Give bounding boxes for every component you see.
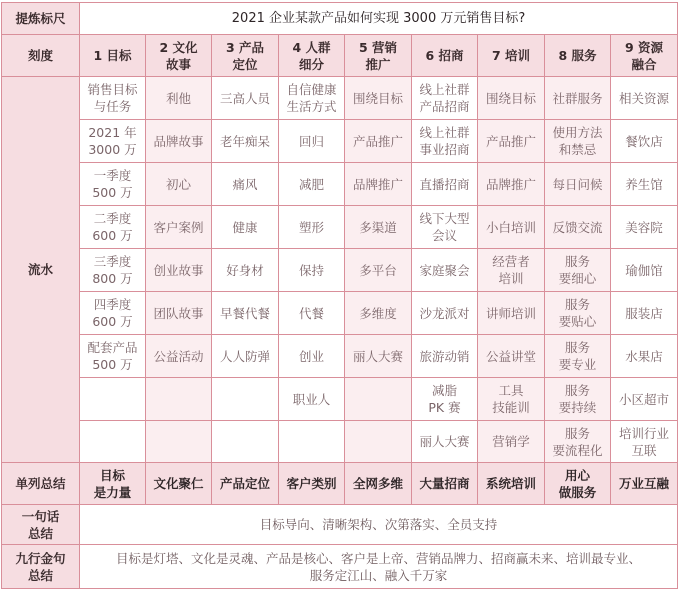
column-header: 3 产品 定位 [212,35,279,77]
flow-cell: 三高人员 [212,77,279,120]
flow-cell: 公益活动 [146,335,212,378]
table-title: 2021 企业某款产品如何实现 3000 万元销售目标? [80,3,678,35]
flow-cell: 线上社群 产品招商 [412,77,478,120]
flow-cell: 回归 [279,120,345,163]
flow-cell: 小白培训 [478,206,545,249]
flow-cell: 人人防弹 [212,335,279,378]
flow-cell: 小区超市 [611,378,678,421]
flow-cell: 工具 技能训 [478,378,545,421]
column-header: 5 营销 推广 [345,35,412,77]
row-label-column-summary: 单列总结 [2,463,80,505]
flow-cell: 创业故事 [146,249,212,292]
flow-cell: 反馈交流 [545,206,611,249]
flow-cell: 丽人大赛 [345,335,412,378]
one-line-summary-text: 目标导向、清晰架构、次第落实、全员支持 [80,505,678,545]
flow-cell: 产品推广 [345,120,412,163]
nine-line-summary-row [2,545,678,589]
flow-cell: 旅游动销 [412,335,478,378]
flow-cell [345,421,412,463]
flow-cell [279,421,345,463]
column-summary-cell: 全网多维 [345,463,412,505]
flow-cell: 好身材 [212,249,279,292]
flow-cell: 服装店 [611,292,678,335]
flow-cell: 围绕目标 [345,77,412,120]
flow-cell: 瑜伽馆 [611,249,678,292]
flow-cell: 产品推广 [478,120,545,163]
column-header: 9 资源 融合 [611,35,678,77]
row-label-nine-line-summary: 九行金句 总结 [2,545,80,589]
column-summary-cell: 大量招商 [412,463,478,505]
flow-cell: 经营者 培训 [478,249,545,292]
flow-cell: 品牌推广 [478,163,545,206]
row-label-scale: 刻度 [2,35,80,77]
flow-cell: 多维度 [345,292,412,335]
column-header: 4 人群 细分 [279,35,345,77]
column-header: 2 文化 故事 [146,35,212,77]
nine-line-summary-text: 目标是灯塔、文化是灵魂、产品是核心、客户是上帝、营销品牌力、招商赢未来、培训最专业、 服务定江山、融入千万家 [80,545,678,589]
flow-cell: 养生馆 [611,163,678,206]
flow-cell: 四季度 600 万 [80,292,146,335]
flow-cell: 服务 要专业 [545,335,611,378]
flow-cell: 职业人 [279,378,345,421]
flow-cell: 家庭聚会 [412,249,478,292]
flow-cell: 使用方法 和禁忌 [545,120,611,163]
flow-row [2,378,678,421]
sales-target-table [1,2,678,589]
flow-cell: 痛风 [212,163,279,206]
flow-cell [80,378,146,421]
flow-cell: 美容院 [611,206,678,249]
flow-cell [212,378,279,421]
column-summary-cell: 用心 做服务 [545,463,611,505]
column-summary-cell: 目标 是力量 [80,463,146,505]
flow-cell [146,421,212,463]
flow-cell: 服务 要细心 [545,249,611,292]
flow-cell: 利他 [146,77,212,120]
column-summary-cell: 系统培训 [478,463,545,505]
flow-cell: 保持 [279,249,345,292]
column-header: 6 招商 [412,35,478,77]
flow-cell: 代餐 [279,292,345,335]
flow-cell: 丽人大赛 [412,421,478,463]
column-summary-cell: 文化聚仁 [146,463,212,505]
flow-cell: 老年痴呆 [212,120,279,163]
scale-row [2,35,678,77]
flow-cell: 三季度 800 万 [80,249,146,292]
flow-cell: 讲师培训 [478,292,545,335]
flow-row [2,249,678,292]
column-header: 7 培训 [478,35,545,77]
flow-cell: 公益讲堂 [478,335,545,378]
flow-cell [146,378,212,421]
column-header: 1 目标 [80,35,146,77]
flow-row [2,77,678,120]
flow-cell: 围绕目标 [478,77,545,120]
column-summary-row [2,463,678,505]
flow-cell: 健康 [212,206,279,249]
column-summary-cell: 万业互融 [611,463,678,505]
flow-cell: 品牌推广 [345,163,412,206]
flow-cell: 初心 [146,163,212,206]
flow-cell: 团队故事 [146,292,212,335]
flow-row [2,120,678,163]
flow-cell: 线下大型 会议 [412,206,478,249]
flow-cell: 二季度 600 万 [80,206,146,249]
flow-cell [212,421,279,463]
flow-cell: 一季度 500 万 [80,163,146,206]
flow-row [2,292,678,335]
flow-cell: 培训行业 互联 [611,421,678,463]
flow-cell: 减脂 PK 赛 [412,378,478,421]
flow-cell: 塑形 [279,206,345,249]
one-line-summary-row [2,505,678,545]
summary-table-container [1,2,678,608]
flow-cell: 2021 年 3000 万 [80,120,146,163]
flow-cell: 多渠道 [345,206,412,249]
flow-section [2,77,678,463]
flow-cell: 水果店 [611,335,678,378]
flow-row [2,163,678,206]
title-row [2,3,678,35]
flow-cell: 每日问候 [545,163,611,206]
flow-cell: 线上社群 事业招商 [412,120,478,163]
flow-cell: 沙龙派对 [412,292,478,335]
flow-cell: 创业 [279,335,345,378]
flow-cell: 服务 要贴心 [545,292,611,335]
flow-cell: 社群服务 [545,77,611,120]
column-summary-cell: 客户类别 [279,463,345,505]
flow-cell: 多平台 [345,249,412,292]
row-label-flow: 流水 [2,77,80,463]
row-label-one-line-summary: 一句话 总结 [2,505,80,545]
flow-cell: 销售目标 与任务 [80,77,146,120]
flow-cell [345,378,412,421]
flow-cell: 配套产品 500 万 [80,335,146,378]
flow-row [2,421,678,463]
flow-row [2,335,678,378]
flow-cell [80,421,146,463]
flow-cell: 自信健康 生活方式 [279,77,345,120]
flow-cell: 直播招商 [412,163,478,206]
flow-row [2,206,678,249]
row-label-ruler: 提炼标尺 [2,3,80,35]
flow-cell: 服务 要持续 [545,378,611,421]
flow-cell: 品牌故事 [146,120,212,163]
column-summary-cell: 产品定位 [212,463,279,505]
flow-cell: 早餐代餐 [212,292,279,335]
flow-cell: 餐饮店 [611,120,678,163]
column-header: 8 服务 [545,35,611,77]
flow-cell: 客户案例 [146,206,212,249]
flow-cell: 营销学 [478,421,545,463]
flow-cell: 服务 要流程化 [545,421,611,463]
flow-cell: 减肥 [279,163,345,206]
flow-cell: 相关资源 [611,77,678,120]
